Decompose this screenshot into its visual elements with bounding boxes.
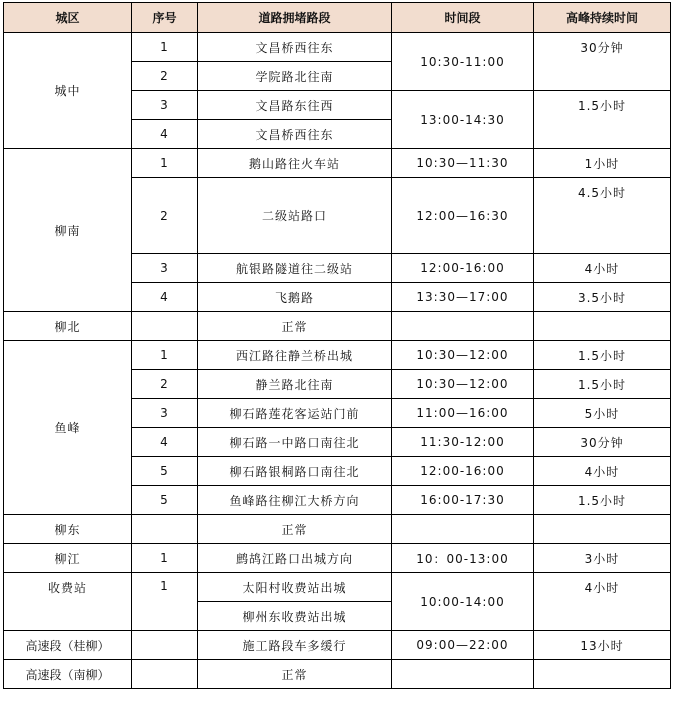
header-time: 时间段 <box>392 3 534 33</box>
number-cell: 3 <box>132 91 198 120</box>
road-cell: 太阳村收费站出城 <box>198 573 392 602</box>
table-row <box>4 515 671 544</box>
number-cell: 5 <box>132 486 198 515</box>
duration-cell <box>534 515 671 544</box>
duration-cell: 4小时 <box>534 457 671 486</box>
road-cell: 正常 <box>198 312 392 341</box>
time-cell: 11:30-12:00 <box>392 428 534 457</box>
road-cell: 柳州东收费站出城 <box>198 602 392 631</box>
number-cell: 4 <box>132 283 198 312</box>
road-cell: 飞鹅路 <box>198 283 392 312</box>
duration-cell <box>534 660 671 689</box>
number-cell: 4 <box>132 428 198 457</box>
number-cell <box>132 631 198 660</box>
time-cell: 10：00-13:00 <box>392 544 534 573</box>
time-cell: 16:00-17:30 <box>392 486 534 515</box>
duration-cell: 4.5小时 <box>534 178 671 254</box>
road-cell: 鹅山路往火车站 <box>198 149 392 178</box>
duration-cell: 30分钟 <box>534 33 671 91</box>
road-cell: 鹧鸪江路口出城方向 <box>198 544 392 573</box>
duration-cell: 4小时 <box>534 254 671 283</box>
duration-cell: 13小时 <box>534 631 671 660</box>
number-cell: 2 <box>132 370 198 399</box>
road-cell: 正常 <box>198 660 392 689</box>
road-cell: 柳石路莲花客运站门前 <box>198 399 392 428</box>
number-cell: 3 <box>132 254 198 283</box>
district-cell: 高速段（南柳） <box>4 660 132 689</box>
time-cell: 10:30-11:00 <box>392 33 534 91</box>
duration-cell: 30分钟 <box>534 428 671 457</box>
number-cell: 3 <box>132 399 198 428</box>
time-cell: 10:30—11:30 <box>392 149 534 178</box>
number-cell <box>132 515 198 544</box>
road-cell: 文昌路东往西 <box>198 91 392 120</box>
number-cell: 2 <box>132 178 198 254</box>
time-cell: 13:30—17:00 <box>392 283 534 312</box>
number-cell: 4 <box>132 120 198 149</box>
congestion-table <box>3 2 671 689</box>
time-cell: 12:00-16:00 <box>392 254 534 283</box>
number-cell: 1 <box>132 573 198 631</box>
header-road: 道路拥堵路段 <box>198 3 392 33</box>
road-cell: 施工路段车多缓行 <box>198 631 392 660</box>
road-cell: 航银路隧道往二级站 <box>198 254 392 283</box>
district-cell: 柳北 <box>4 312 132 341</box>
district-cell: 鱼峰 <box>4 341 132 515</box>
duration-cell <box>534 312 671 341</box>
time-cell: 09:00—22:00 <box>392 631 534 660</box>
time-cell: 10:30—12:00 <box>392 341 534 370</box>
road-cell: 二级站路口 <box>198 178 392 254</box>
road-cell: 静兰路北往南 <box>198 370 392 399</box>
table-row <box>4 341 671 370</box>
table-row <box>4 312 671 341</box>
district-cell: 柳东 <box>4 515 132 544</box>
road-cell: 西江路往静兰桥出城 <box>198 341 392 370</box>
header-district: 城区 <box>4 3 132 33</box>
number-cell: 2 <box>132 62 198 91</box>
duration-cell: 1小时 <box>534 149 671 178</box>
road-cell: 柳石路一中路口南往北 <box>198 428 392 457</box>
time-cell: 10:30—12:00 <box>392 370 534 399</box>
table-row <box>4 544 671 573</box>
number-cell: 1 <box>132 33 198 62</box>
duration-cell: 3小时 <box>534 544 671 573</box>
time-cell <box>392 312 534 341</box>
road-cell: 文昌桥西往东 <box>198 120 392 149</box>
duration-cell: 1.5小时 <box>534 486 671 515</box>
table-row <box>4 660 671 689</box>
time-cell: 12:00—16:30 <box>392 178 534 254</box>
number-cell: 5 <box>132 457 198 486</box>
road-cell: 学院路北往南 <box>198 62 392 91</box>
time-cell: 11:00—16:00 <box>392 399 534 428</box>
road-cell: 柳石路银桐路口南往北 <box>198 457 392 486</box>
time-cell: 10:00-14:00 <box>392 573 534 631</box>
duration-cell: 4小时 <box>534 573 671 631</box>
district-cell: 柳南 <box>4 149 132 312</box>
road-cell: 鱼峰路往柳江大桥方向 <box>198 486 392 515</box>
district-cell: 城中 <box>4 33 132 149</box>
table-row <box>4 573 671 602</box>
number-cell: 1 <box>132 544 198 573</box>
number-cell <box>132 312 198 341</box>
district-cell: 柳江 <box>4 544 132 573</box>
table-row <box>4 631 671 660</box>
district-cell: 高速段（桂柳） <box>4 631 132 660</box>
table-row <box>4 33 671 62</box>
number-cell: 1 <box>132 341 198 370</box>
header-duration: 高峰持续时间 <box>534 3 671 33</box>
number-cell <box>132 660 198 689</box>
duration-cell: 5小时 <box>534 399 671 428</box>
time-cell <box>392 515 534 544</box>
duration-cell: 3.5小时 <box>534 283 671 312</box>
duration-cell: 1.5小时 <box>534 91 671 149</box>
table-row <box>4 149 671 178</box>
road-cell: 正常 <box>198 515 392 544</box>
duration-cell: 1.5小时 <box>534 341 671 370</box>
road-cell: 文昌桥西往东 <box>198 33 392 62</box>
time-cell <box>392 660 534 689</box>
time-cell: 13:00-14:30 <box>392 91 534 149</box>
district-cell: 收费站 <box>4 573 132 631</box>
duration-cell: 1.5小时 <box>534 370 671 399</box>
number-cell: 1 <box>132 149 198 178</box>
header-number: 序号 <box>132 3 198 33</box>
header-row <box>4 3 671 33</box>
time-cell: 12:00-16:00 <box>392 457 534 486</box>
